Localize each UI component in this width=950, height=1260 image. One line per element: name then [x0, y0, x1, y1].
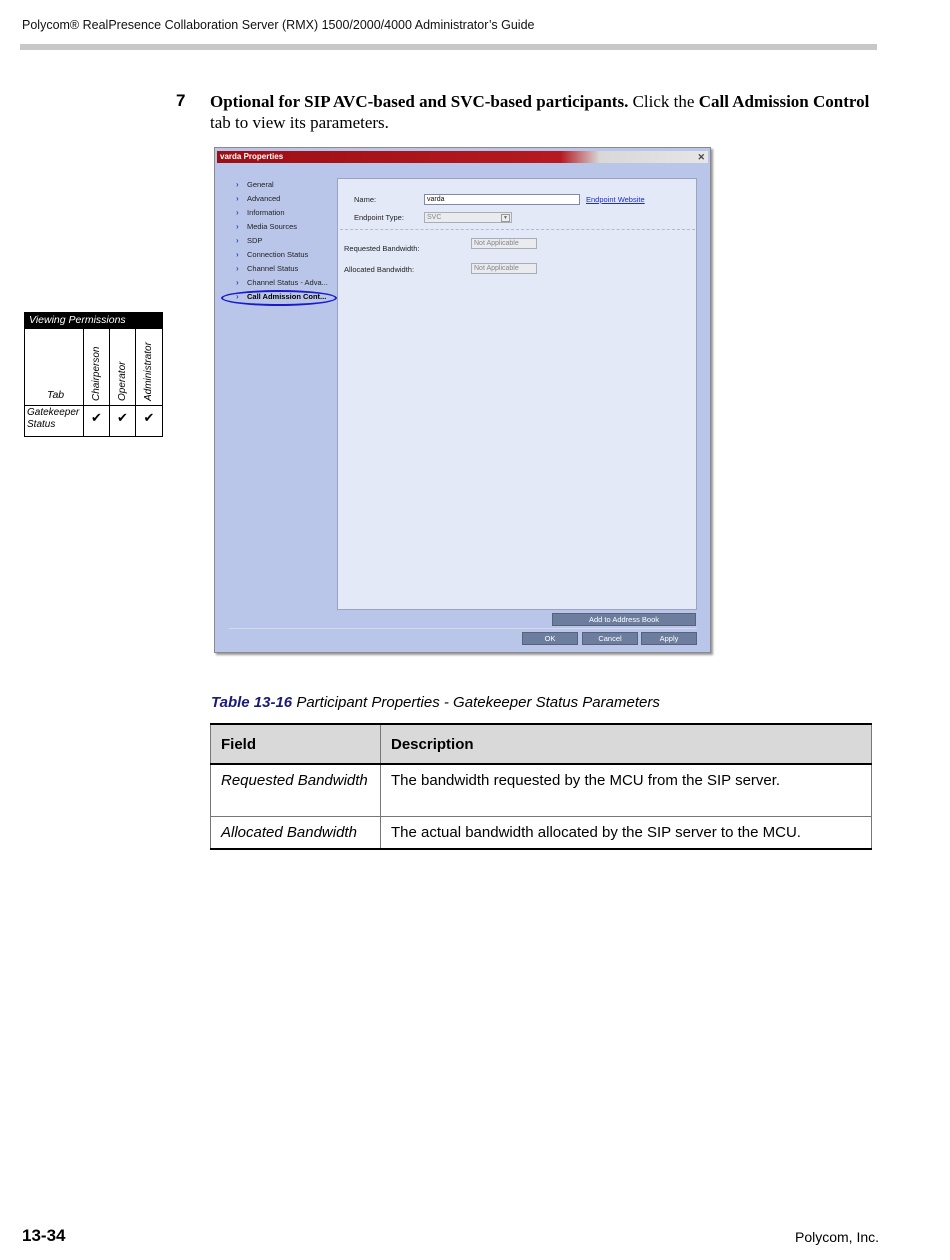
- nav-label: Media Sources: [247, 222, 298, 231]
- nav-label: Information: [247, 208, 285, 217]
- nav-label: Call Admission Cont...: [247, 292, 327, 301]
- close-icon[interactable]: ✕: [697, 152, 705, 162]
- allocated-bandwidth-field: Not Applicable: [471, 263, 537, 274]
- chevron-right-icon: ›: [236, 236, 239, 245]
- permissions-tab-label: Tab: [47, 389, 65, 401]
- column-header-field: Field: [211, 724, 381, 764]
- allocated-bandwidth-label: Allocated Bandwidth:: [344, 265, 415, 274]
- nav-label: Channel Status: [247, 264, 299, 273]
- page-number: 13-34: [22, 1226, 66, 1245]
- nav-item-advanced[interactable]: [215, 192, 335, 206]
- nav-label: Advanced: [247, 194, 281, 203]
- role-administrator-label: Administrator: [143, 342, 154, 401]
- name-input[interactable]: varda: [424, 194, 580, 205]
- field-cell: Requested Bandwidth: [211, 764, 381, 816]
- header-title: Polycom® RealPresence Collaboration Server (RMX) 1500/2000/4000 Administrator’s Guide: [22, 18, 535, 32]
- dialog-separator: [229, 628, 697, 629]
- table-row: [211, 764, 872, 816]
- nav-item-general[interactable]: [215, 178, 335, 192]
- step-bold-tab: Call Admission Control: [698, 92, 870, 111]
- check-icon: ✔: [110, 406, 136, 436]
- nav-item-sdp[interactable]: [215, 234, 335, 248]
- chevron-right-icon: ›: [236, 264, 239, 273]
- panel-separator: [340, 229, 695, 230]
- add-to-address-book-button[interactable]: Add to Address Book: [552, 613, 696, 626]
- chevron-right-icon: ›: [236, 292, 239, 301]
- endpoint-website-link[interactable]: Endpoint Website: [586, 195, 645, 204]
- dialog-title: varda Properties: [220, 152, 284, 161]
- step-text: [210, 91, 875, 133]
- description-cell: The bandwidth requested by the MCU from the SIP server.: [381, 764, 872, 816]
- name-label: Name:: [354, 195, 377, 204]
- step-text-a: Click the: [628, 92, 699, 111]
- field-cell: Allocated Bandwidth: [211, 816, 381, 849]
- permissions-heading: Viewing Permissions: [25, 313, 162, 329]
- nav-label: General: [247, 180, 274, 189]
- viewing-permissions-box: [24, 312, 163, 437]
- table-caption-text: Participant Properties - Gatekeeper Status Parameters: [292, 694, 660, 711]
- gatekeeper-status-table: [210, 723, 872, 850]
- permissions-tab-header: [25, 329, 84, 406]
- header-rule: [20, 44, 877, 50]
- chevron-right-icon: ›: [236, 222, 239, 231]
- description-cell: The actual bandwidth allocated by the SIP server to the MCU.: [381, 816, 872, 849]
- chevron-right-icon: ›: [236, 208, 239, 217]
- nav-item-media-sources[interactable]: [215, 220, 335, 234]
- table-header-row: [211, 724, 872, 764]
- chevron-right-icon: ›: [236, 194, 239, 203]
- step-text-c: tab to view its parameters.: [210, 113, 389, 132]
- chevron-down-icon: ▼: [501, 214, 510, 222]
- requested-bandwidth-label: Requested Bandwidth:: [344, 244, 420, 253]
- check-icon: ✔: [84, 406, 110, 436]
- role-chairperson: [84, 329, 110, 406]
- role-administrator: [136, 329, 162, 406]
- highlight-oval: [221, 290, 337, 306]
- dialog-content-panel: [337, 178, 697, 610]
- endpoint-type-select[interactable]: [424, 212, 512, 223]
- ok-button[interactable]: OK: [522, 632, 578, 645]
- table-caption: [211, 694, 660, 711]
- apply-button[interactable]: Apply: [641, 632, 697, 645]
- dialog-nav: [215, 178, 335, 304]
- dialog-title-bar: [217, 151, 708, 163]
- table-row: [211, 816, 872, 849]
- nav-label: Channel Status - Adva...: [247, 278, 328, 287]
- column-header-description: Description: [381, 724, 872, 764]
- step-lead: Optional for SIP AVC-based and SVC-based participants.: [210, 92, 629, 111]
- nav-item-channel-status[interactable]: [215, 262, 335, 276]
- permissions-row-label: Gatekeeper Status: [25, 406, 84, 436]
- cancel-button[interactable]: Cancel: [582, 632, 638, 645]
- chevron-right-icon: ›: [236, 278, 239, 287]
- nav-label: SDP: [247, 236, 263, 245]
- endpoint-type-label: Endpoint Type:: [354, 213, 404, 222]
- requested-bandwidth-field: Not Applicable: [471, 238, 537, 249]
- participant-properties-dialog: [214, 147, 711, 653]
- nav-label: Connection Status: [247, 250, 309, 259]
- check-icon: ✔: [143, 410, 155, 425]
- step-number: 7: [176, 91, 186, 110]
- nav-item-connection-status[interactable]: [215, 248, 335, 262]
- endpoint-type-value: SVC: [427, 214, 442, 221]
- footer-company: Polycom, Inc.: [795, 1229, 880, 1245]
- chevron-right-icon: ›: [236, 250, 239, 259]
- role-chairperson-label: Chairperson: [91, 346, 102, 401]
- role-operator-label: Operator: [117, 361, 128, 401]
- nav-item-channel-status-advanced[interactable]: [215, 276, 335, 290]
- chevron-right-icon: ›: [236, 180, 239, 189]
- role-operator: [110, 329, 136, 406]
- nav-item-information[interactable]: [215, 206, 335, 220]
- table-caption-number: Table 13-16: [211, 694, 293, 711]
